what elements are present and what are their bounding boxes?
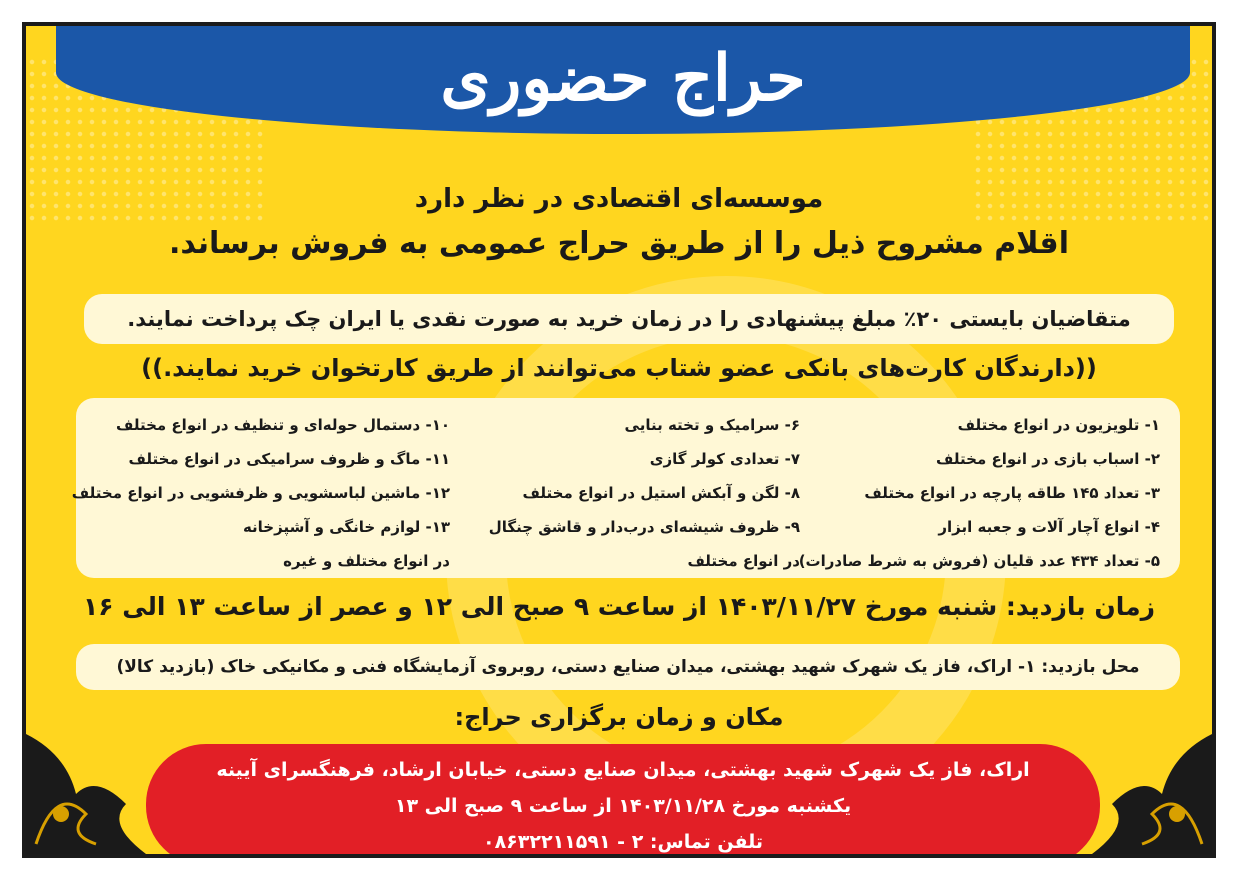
list-item: ۱۱- ماگ و ظروف سرامیکی در انواع مختلف	[128, 450, 450, 468]
list-item: ۱- تلویزیون در انواع مختلف	[957, 416, 1160, 434]
items-column-3	[71, 408, 450, 578]
items-column-2	[470, 408, 800, 578]
conditions-box	[84, 294, 1174, 344]
venue-phone: تلفن تماس: ۲ - ۰۸۶۳۲۲۱۱۵۹۱	[482, 831, 764, 853]
list-item: ۱۰- دستمال حوله‌ای و تنظیف در انواع مختلف	[116, 416, 450, 434]
list-item: ۱۳- لوازم خانگی و آشپزخانه	[242, 518, 450, 536]
visit-place-box	[76, 644, 1180, 690]
list-item: در انواع مختلف و غیره	[283, 552, 450, 570]
list-item: ۵- تعداد ۴۳۴ عدد قلیان (فروش به شرط صادرات)	[798, 552, 1160, 570]
list-item: ۸- لگن و آبکش استیل در انواع مختلف	[522, 484, 800, 502]
ornament-icon	[26, 694, 186, 854]
items-column-1	[798, 408, 1160, 578]
auction-notice	[22, 22, 1216, 858]
venue-date: یکشنبه مورخ ۱۴۰۳/۱۱/۲۸ از ساعت ۹ صبح الی ۱۳	[394, 795, 852, 817]
list-item: ۶- سرامیک و تخته بنایی	[624, 416, 800, 434]
items-box	[71, 398, 1180, 578]
visit-time: زمان بازدید: شنبه مورخ ۱۴۰۳/۱۱/۲۷ از ساعت ۹ صبح الی ۱۲ و عصر از ساعت ۱۳ الی ۱۶	[83, 592, 1155, 621]
venue-banner	[146, 744, 1100, 858]
visit-place-text: محل بازدید: ۱- اراک، فاز یک شهرک شهید بهشتی، میدان صنایع دستی، روبروی آزمایشگاه فنی و مکانیکی خاک (بازدید کالا)	[116, 657, 1140, 677]
list-item: در انواع مختلف	[687, 552, 800, 570]
conditions-text: متقاضیان بایستی ۲۰٪ مبلغ پیشنهادی را در زمان خرید به صورت نقدی یا ایران چک پرداخت نمایند.	[127, 307, 1131, 331]
list-item: ۳- تعداد ۱۴۵ طاقه پارچه در انواع مختلف	[864, 484, 1160, 502]
intro-line-2: اقلام مشروح ذیل را از طریق حراج عمومی به فروش برساند.	[169, 226, 1069, 261]
list-item: ۲- اسباب بازی در انواع مختلف	[936, 450, 1160, 468]
intro-line-1: موسسه‌ای اقتصادی در نظر دارد	[414, 184, 824, 214]
list-item: ۹- ظروف شیشه‌ای درب‌دار و قاشق چنگال	[488, 518, 800, 536]
notice-title: حراج حضوری	[440, 40, 806, 116]
ornament-icon	[1052, 694, 1212, 854]
venue-address: اراک، فاز یک شهرک شهید بهشتی، میدان صنایع دستی، خیابان ارشاد، فرهنگسرای آیینه	[216, 759, 1030, 781]
list-item: ۷- تعدادی کولر گازی	[649, 450, 800, 468]
list-item: ۴- انواع آچار آلات و جعبه ابزار	[938, 518, 1160, 536]
card-payment-note: ((دارندگان کارت‌های بانکی عضو شتاب می‌توانند از طریق کارتخوان خرید نمایند.))	[141, 354, 1097, 382]
venue-heading: مکان و زمان برگزاری حراج:	[454, 703, 784, 731]
list-item: ۱۲- ماشین لباسشویی و ظرفشویی در انواع مختلف	[71, 484, 450, 502]
